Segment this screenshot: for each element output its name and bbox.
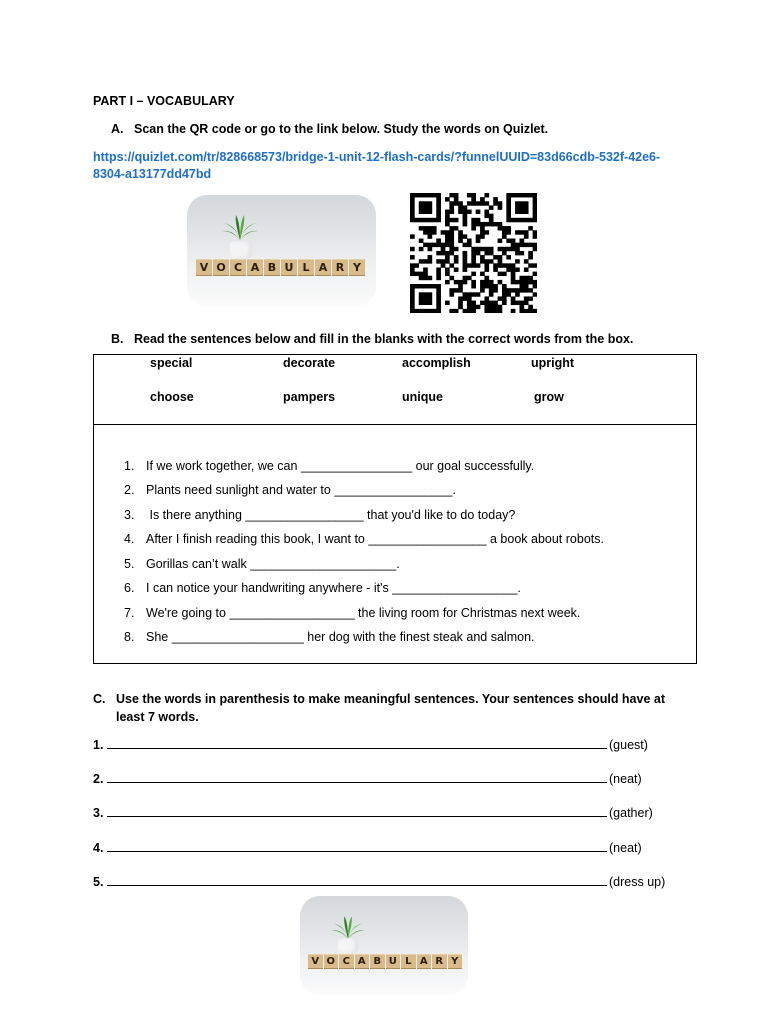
sentence-item: 3. Is there anything _________________ that you'd like to do today? (124, 508, 516, 522)
sentence-item: 6. I can notice your handwriting anywhere - it's __________________. (124, 581, 521, 595)
word-box (93, 354, 697, 664)
word-bank-item: choose (150, 390, 194, 404)
vocabulary-tiles (308, 954, 462, 968)
answer-line[interactable]: 3. (gather) (93, 806, 653, 820)
answer-blank (107, 840, 607, 852)
word-bank-item: grow (534, 390, 564, 404)
word-bank-item: unique (402, 390, 443, 404)
quizlet-link[interactable]: https://quizlet.com/tr/828668573/bridge-1-unit-12-flash-cards/?funnelUUID=83d66cdb-532f-42e6-8304-a13177dd47bd (93, 150, 661, 181)
sentence-item: 2. Plants need sunlight and water to _________________. (124, 483, 456, 497)
sentence-item: 8. She ___________________ her dog with the finest steak and salmon. (124, 630, 535, 644)
word-bank-item: upright (531, 356, 575, 370)
vocabulary-image (187, 195, 376, 306)
letter-tile: A (315, 259, 331, 275)
letter-tile: R (332, 259, 348, 275)
letter-tile: V (308, 954, 323, 968)
sentence-item: 4. After I finish reading this book, I want to _________________ a book about robots. (124, 532, 604, 546)
letter-tile: L (298, 259, 314, 275)
section-c-instruction-cont: least 7 words. (116, 710, 199, 724)
answer-line[interactable]: 5. (dress up) (93, 875, 666, 889)
section-c-instruction: Use the words in parenthesis to make meaningful sentences. Your sentences should have at (116, 692, 666, 706)
word-bank-item: special (150, 356, 193, 370)
letter-tile: B (264, 259, 280, 275)
letter-tile: A (417, 954, 432, 968)
answer-blank (107, 874, 607, 886)
section-a-instruction: Scan the QR code or go to the link below. Study the words on Quizlet. (134, 122, 549, 136)
sentence-item: 5. Gorillas can’t walk _____________________. (124, 557, 400, 571)
plant-icon (220, 213, 260, 241)
plant-icon (330, 914, 366, 940)
plant-pot (338, 938, 358, 954)
answer-line[interactable]: 2. (neat) (93, 772, 642, 786)
letter-tile: A (355, 954, 370, 968)
qr-code[interactable] (410, 193, 537, 313)
word-bank-item: accomplish (402, 356, 471, 370)
word-bank-item: decorate (283, 356, 336, 370)
letter-tile: B (370, 954, 385, 968)
section-c-label: C. (93, 692, 106, 706)
vocabulary-image-bottom (300, 896, 468, 995)
word-bank-item: pampers (283, 390, 336, 404)
letter-tile: U (386, 954, 401, 968)
letter-tile: Y (448, 954, 463, 968)
word-box-divider (94, 424, 696, 425)
letter-tile: V (196, 259, 212, 275)
sentence-item: 1. If we work together, we can ________________ our goal successfully. (124, 459, 535, 473)
answer-blank (107, 771, 607, 783)
answer-blank (107, 805, 607, 817)
answer-blank (107, 737, 607, 749)
letter-tile: Y (349, 259, 365, 275)
letter-tile: A (247, 259, 263, 275)
letter-tile: R (432, 954, 447, 968)
plant-pot (230, 241, 252, 259)
letter-tile: U (281, 259, 297, 275)
part-title: PART I – VOCABULARY (93, 94, 235, 108)
letter-tile: C (339, 954, 354, 968)
letter-tile: C (230, 259, 246, 275)
vocabulary-tiles (196, 259, 365, 275)
letter-tile: L (401, 954, 416, 968)
section-a-label: A. (111, 122, 124, 136)
section-b-instruction: Read the sentences below and fill in the blanks with the correct words from the box. (134, 332, 634, 346)
sentence-item: 7. We're going to __________________ the living room for Christmas next week. (124, 606, 581, 620)
letter-tile: O (324, 954, 339, 968)
answer-line[interactable]: 1. (guest) (93, 738, 648, 752)
letter-tile: O (213, 259, 229, 275)
section-b-label: B. (111, 332, 124, 346)
answer-line[interactable]: 4. (neat) (93, 841, 642, 855)
